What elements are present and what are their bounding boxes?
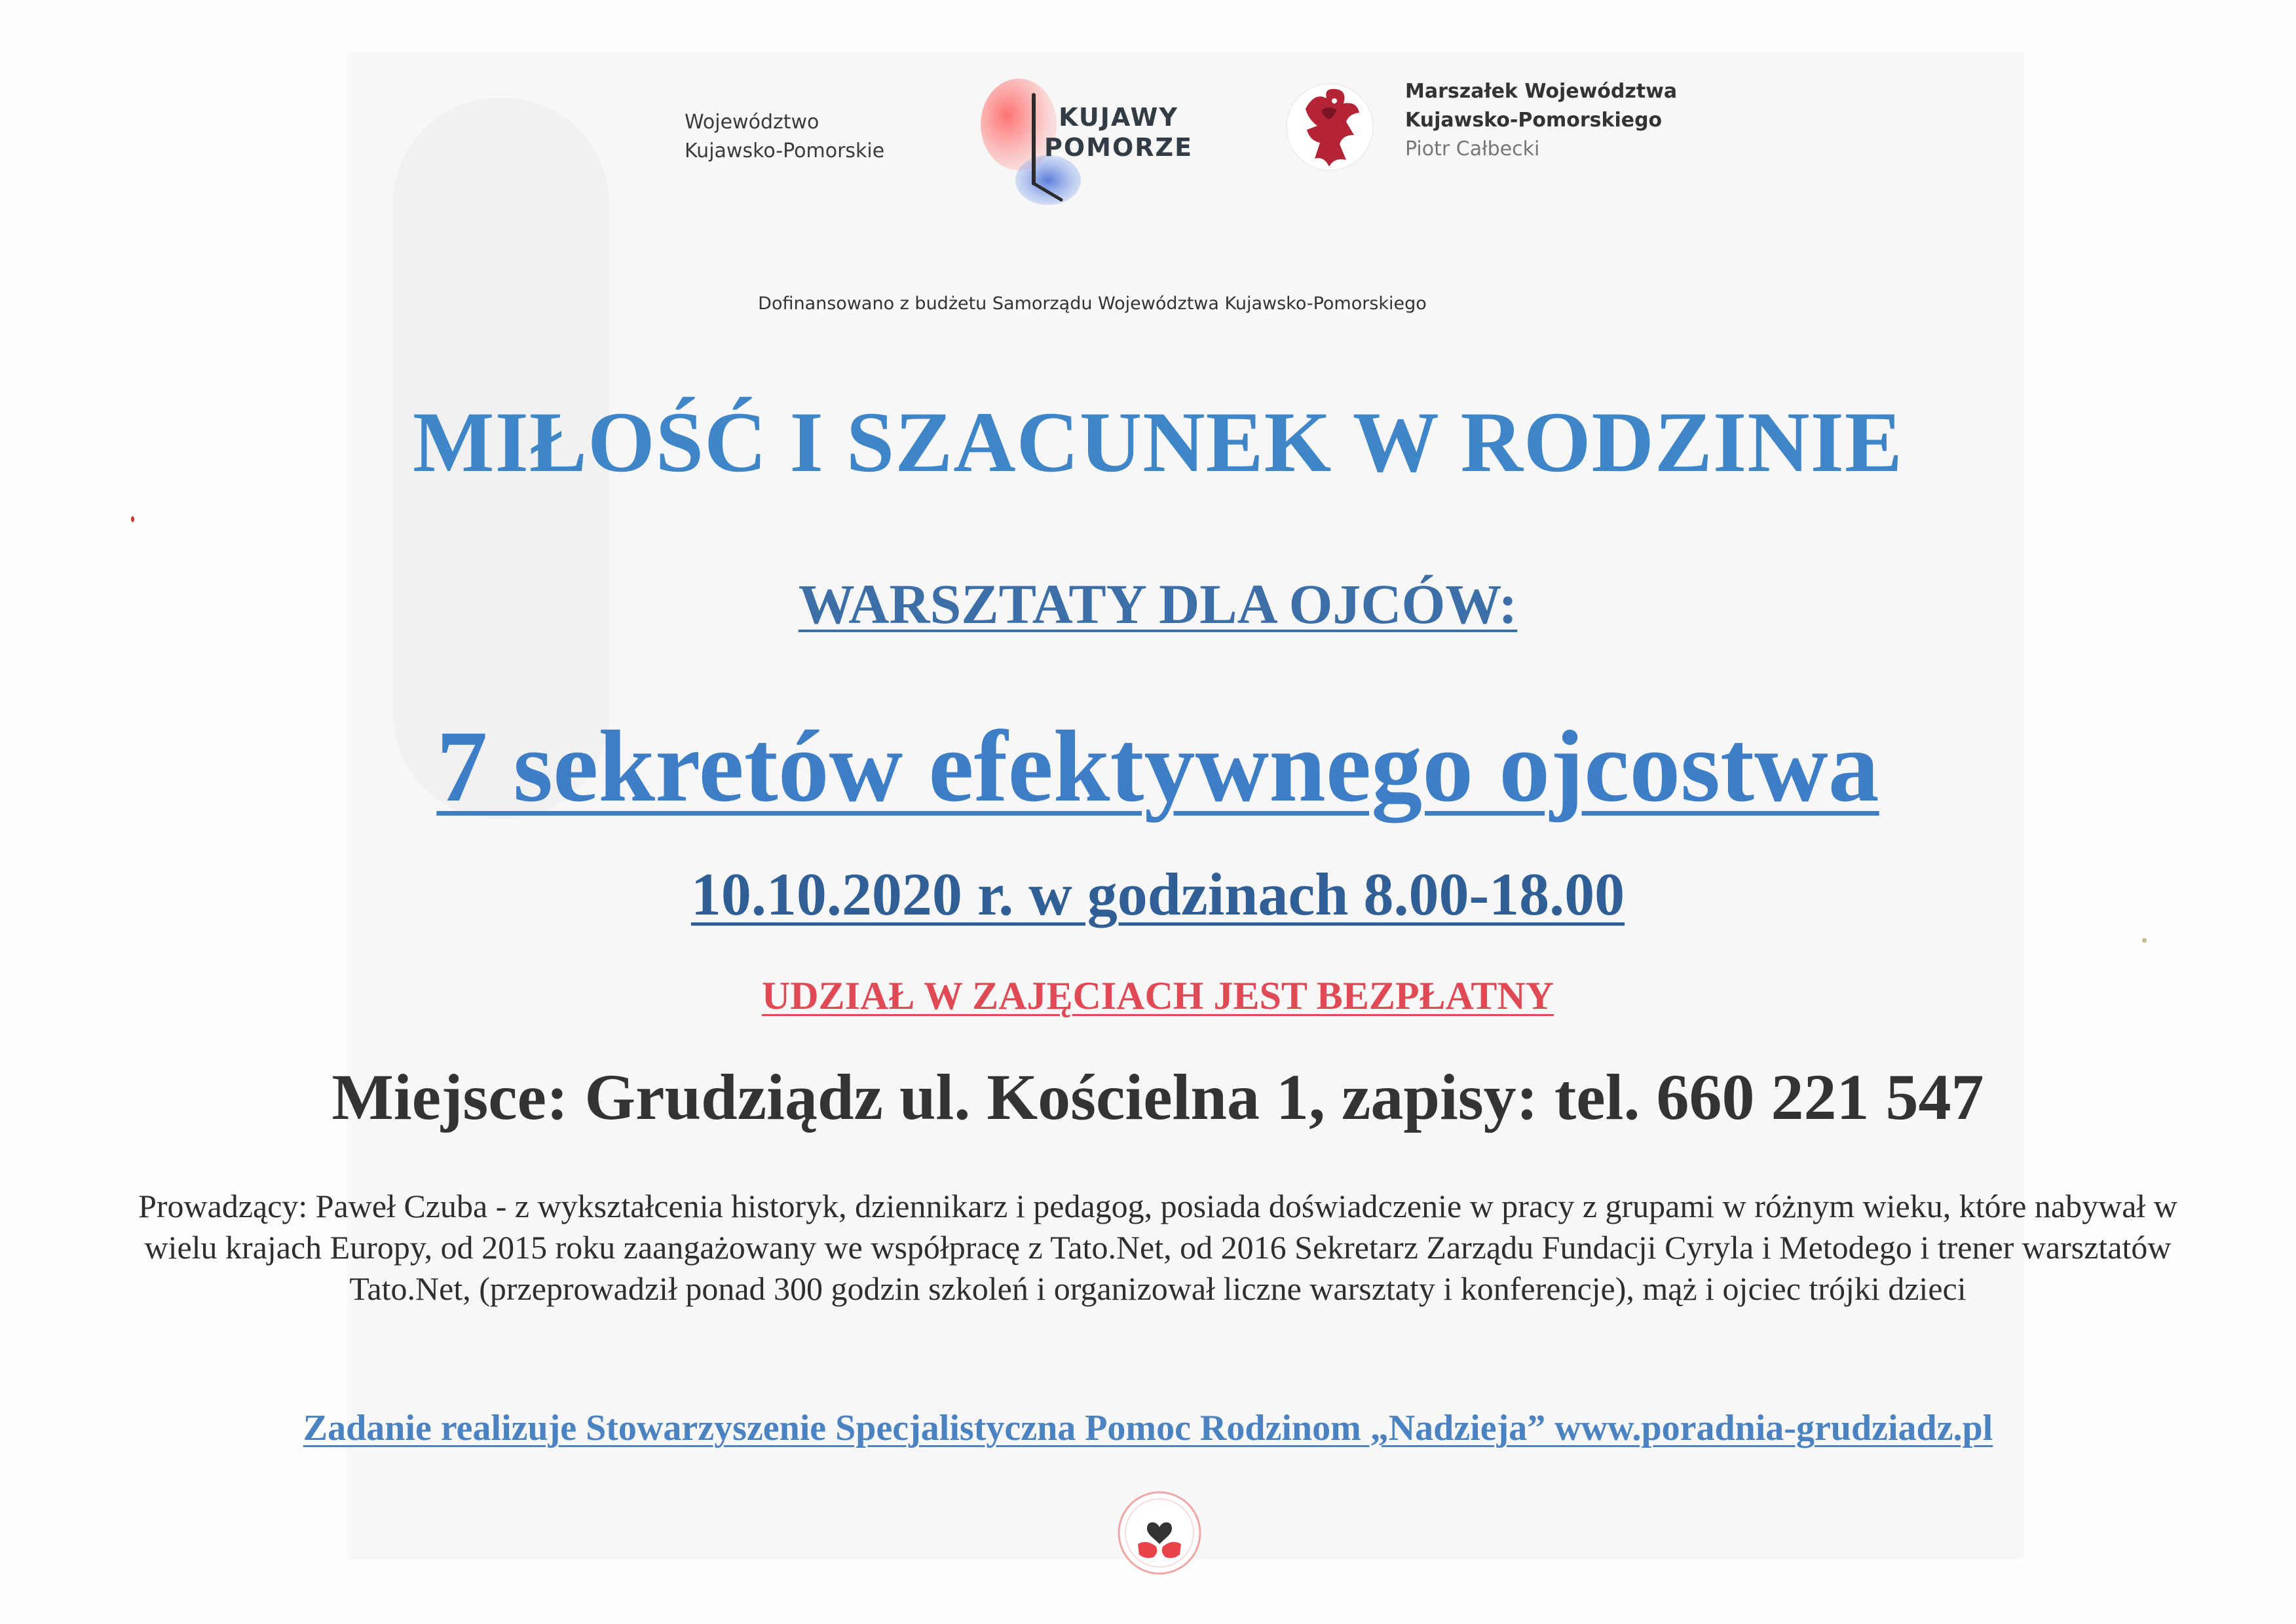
scan-speck [131, 516, 134, 522]
organizer-footer-text[interactable]: Zadanie realizuje Stowarzyszenie Specjalistyczna Pomoc Rodzinom „Nadzieja” www.poradnia-grudziadz.pl [303, 1408, 1993, 1448]
free-notice-text: UDZIAŁ W ZAJĘCIACH JEST BEZPŁATNY [761, 974, 1554, 1017]
region-logo-line2: Kujawsko-Pomorskie [685, 140, 885, 162]
poster-subtitle [0, 571, 2296, 637]
marshal-logo-line1: Marszałek Województwa [1405, 80, 1678, 103]
region-logo-line1: Województwo [685, 111, 819, 134]
event-place: Miejsce: Grudziądz ul. Kościelna 1, zapisy: tel. 660 221 547 [331, 1061, 1984, 1133]
event-date [0, 858, 2296, 930]
workshop-heading [0, 708, 2296, 825]
brand-logo-line1: KUJAWY [1059, 103, 1178, 132]
kujawy-pomorze-logo [976, 66, 1225, 223]
heart-hands-logo-icon [1110, 1484, 1209, 1582]
marshal-logo [1281, 72, 1678, 203]
scan-speck [2142, 938, 2147, 943]
free-notice [0, 973, 2296, 1019]
event-date-text: 10.10.2020 r. w godzinach 8.00-18.00 [690, 861, 1625, 928]
marshal-logo-line2: Kujawsko-Pomorskiego [1405, 109, 1663, 132]
marshal-logo-text [1405, 77, 1677, 164]
marshal-logo-line3: Piotr Całbecki [1405, 138, 1540, 161]
workshop-heading-text: 7 sekretów efektywnego ojcostwa [436, 709, 1879, 823]
poster-title: MIŁOŚĆ I SZACUNEK W RODZINIE [413, 394, 1903, 490]
griffin-crest-icon [1281, 72, 1379, 190]
organizer-footer [0, 1405, 2296, 1451]
brand-logo-text [1044, 102, 1193, 162]
presenter-bio: Prowadzący: Paweł Czuba - z wykształcenia historyk, dziennikarz i pedagog, posiada doświadczenie w pracy z grupami w różnym wieku, które nabywał w wielu krajach Europy, od 2015 roku zaangażowany we współpracę z Tato.Net, od 2016 Sekretarz Zarządu Fundacji Cyryla i Metodego i trener warsztatów Tato.Net, (przeprowadził ponad 300 godzin szkoleń i organizował liczne warsztaty i konferencje), mąż i ojciec trójki dzieci [138, 1188, 2177, 1307]
region-logo [685, 108, 884, 166]
brand-logo-line2: POMORZE [1044, 133, 1194, 162]
cofunding-note: Dofinansowano z budżetu Samorządu Województwa Kujawsko-Pomorskiego [758, 293, 1427, 314]
poster-subtitle-text: WARSZTATY DLA OJCÓW: [798, 573, 1518, 635]
